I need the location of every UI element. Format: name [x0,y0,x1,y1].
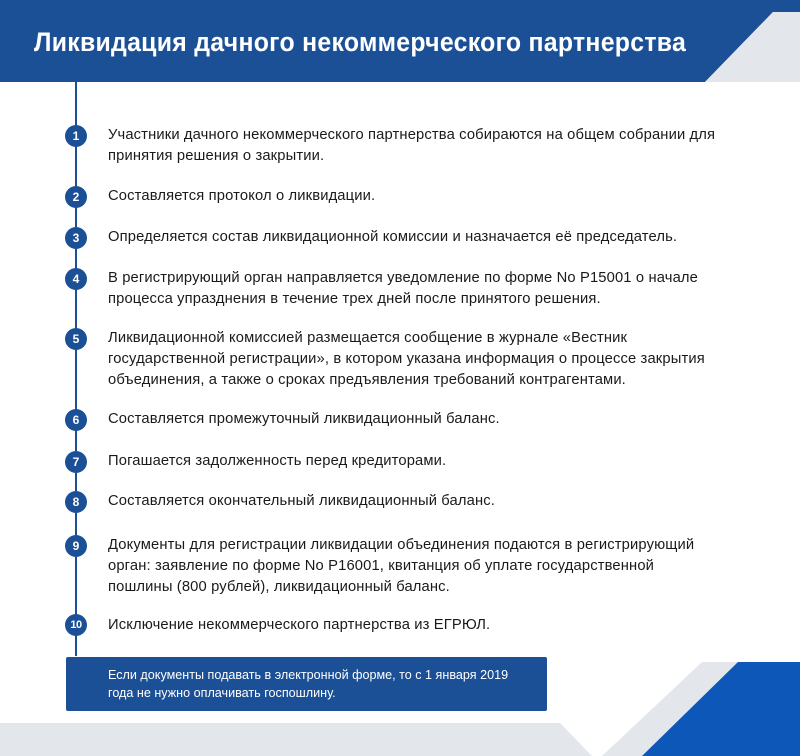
step-text: Определяется состав ликвидационной комиссии и назначается её председатель. [108,228,678,245]
step-text: Исключение некоммерческого партнерства из ЕГРЮЛ. [108,616,491,633]
step-text: Составляется промежуточный ликвидационный баланс. [108,410,500,427]
step-text: Документы для регистрации ликвидации объединения подаются в регистрирующий орган: заявление по форме No Р16001, квитанция об уплате государственной пошлины (800 рублей), ликвидационный баланс. [108,536,695,595]
step-text: Составляется окончательный ликвидационный баланс. [108,492,495,509]
step-text: В регистрирующий орган направляется уведомление по форме No Р15001 о начале процесса упразднения в течение трех дней после принятого решения. [108,269,699,307]
step-number-badge: 2 [65,186,87,208]
footer-blue-wedge [642,662,800,756]
step-number-badge: 7 [65,451,87,473]
footer-grey-band [0,723,592,756]
step-number-badge: 5 [65,328,87,350]
step-number-badge: 4 [65,268,87,290]
note-box [66,657,547,711]
note-text: Если документы подавать в электронной форме, то с 1 января 2019 года не нужно оплачивать госпошлину. [108,668,509,700]
step-text: Участники дачного некоммерческого партнерства собираются на общем собрании для принятия решения о закрытии. [108,126,716,164]
header-banner [0,0,800,82]
step-number-badge: 3 [65,227,87,249]
page-title: Ликвидация дачного некоммерческого партнерства [34,27,687,57]
step-number-badge: 1 [65,125,87,147]
step-text: Ликвидационной комиссией размещается сообщение в журнале «Вестник государственной регистрации», в котором указана информация о процессе закрытия объединения, а также о сроках предъявления требований контрагентами. [108,329,705,388]
footer-grey-wedge [602,662,800,756]
step-number-badge: 10 [65,614,87,636]
step-number-badge: 9 [65,535,87,557]
step-number-badge: 6 [65,409,87,431]
step-number-badge: 8 [65,491,87,513]
step-text: Составляется протокол о ликвидации. [108,187,376,204]
timeline-line [75,82,77,656]
step-text: Погашается задолженность перед кредиторами. [108,452,447,469]
